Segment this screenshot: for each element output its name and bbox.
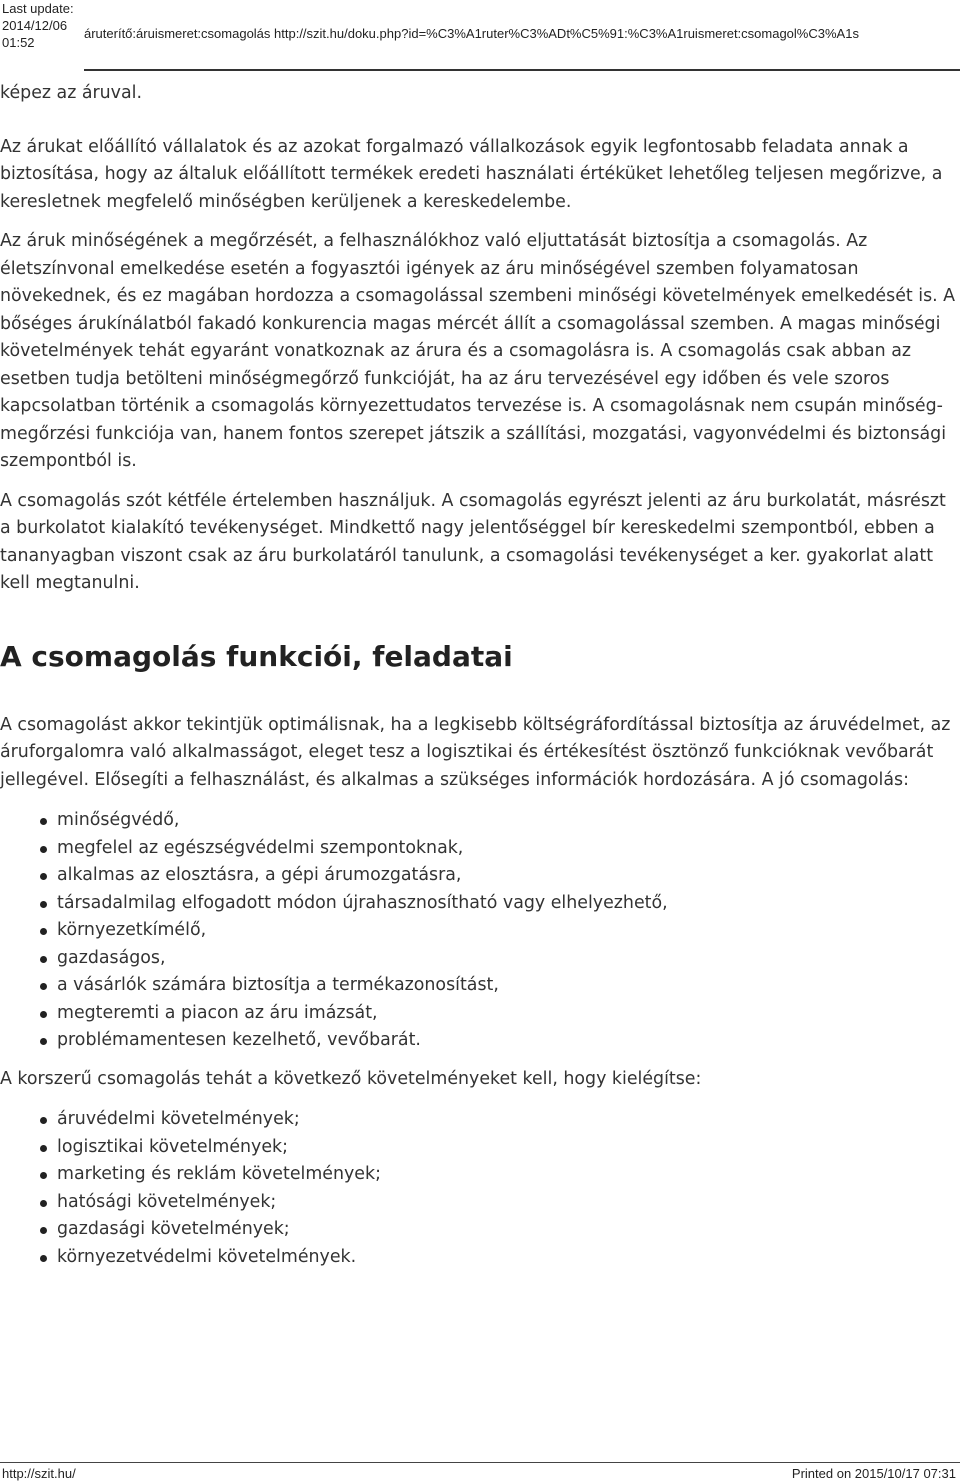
bullet-icon <box>40 1200 47 1207</box>
paragraph-optimal: A csomagolást akkor tekintjük optimálisnak, ha a legkisebb költségráfordítással biztosítja az áruvédelmet, az áruforgalomra való alkalmasságot, eleget tesz a logisztikai és értékesítést ösztönző funkcióknak vevőbarát jellegével. Elősegíti a felhasználást, és alkalmas a szükséges információk hordozására. A jó csomagolás: <box>0 714 951 790</box>
list-item <box>57 890 958 918</box>
bullet-icon <box>40 1255 47 1262</box>
list-item <box>57 1027 958 1055</box>
list-item-text: környezetkímélő, <box>57 920 207 940</box>
bullet-icon <box>40 1227 47 1234</box>
bullet-icon <box>40 1011 47 1018</box>
list-item-text: marketing és reklám követelmények; <box>57 1164 381 1184</box>
bullet-icon <box>40 901 47 908</box>
bullet-icon <box>40 1145 47 1152</box>
paragraph-intro: Az árukat előállító vállalatok és az azokat forgalmazó vállalkozások egyik legfontosabb feladata annak a biztosítása, hogy az általuk előállított termékek eredeti használati értéküket lehetőleg teljesen megőrizve, a keresletnek megfelelő minőségben kerüljenek a kereskedelembe. <box>0 136 943 212</box>
bullet-icon <box>40 956 47 963</box>
section-heading: A csomagolás funkciói, feladatai <box>0 639 513 673</box>
bullet-icon <box>40 818 47 825</box>
list-item-text: hatósági követelmények; <box>57 1191 277 1212</box>
list-item <box>57 972 958 1000</box>
list-item-text: társadalmilag elfogadott módon újrahasznosítható vagy elhelyezhető, <box>57 892 668 913</box>
bullet-icon <box>40 846 47 853</box>
footer-url: http://szit.hu/ <box>2 1466 76 1481</box>
list-item-text: gazdasági követelmények; <box>57 1219 290 1239</box>
list-item <box>57 1189 958 1217</box>
list-item-text: minőségvédő, <box>57 810 180 830</box>
bullet-icon <box>40 873 47 880</box>
bullet-icon <box>40 1172 47 1179</box>
list-item <box>57 862 958 890</box>
last-update-label: Last update: <box>2 1 74 16</box>
list-item <box>57 1161 958 1189</box>
list-item <box>57 835 958 863</box>
bullet-icon <box>40 983 47 990</box>
bullet-icon <box>40 1117 47 1124</box>
good-packaging-list <box>0 807 958 1055</box>
paragraph-requirements: A korszerű csomagolás tehát a következő követelményeket kell, hogy kielégítse: <box>0 1068 702 1089</box>
list-item <box>57 1134 958 1162</box>
list-item <box>57 1000 958 1028</box>
footer-divider <box>0 1462 960 1463</box>
list-item <box>57 1106 958 1134</box>
page-footer <box>0 1462 960 1483</box>
page-header <box>0 0 960 72</box>
list-item-text: gazdaságos, <box>57 947 166 968</box>
bullet-icon <box>40 1038 47 1045</box>
list-item <box>57 945 958 973</box>
paragraph-continuation: képez az áruval. <box>0 83 142 103</box>
header-divider <box>84 69 960 71</box>
last-update <box>2 0 82 51</box>
list-item-text: a vásárlók számára biztosítja a termékazonosítást, <box>57 975 499 995</box>
paragraph-meaning: A csomagolás szót kétféle értelemben használjuk. A csomagolás egyrészt jelenti az áru burkolatát, másrészt a burkolatot kialakító tevékenységet. Mindkettő nagy jelentőséggel bír kereskedelmi szempontból, ebben a tananyagban viszont csak az áru burkolatáról tanulunk, a csomagolási tevékenységet a ker. gyakorlat alatt kell megtanulni. <box>0 490 946 593</box>
list-item-text: problémamentesen kezelhető, vevőbarát. <box>57 1030 421 1050</box>
list-item-text: áruvédelmi követelmények; <box>57 1109 300 1129</box>
list-item <box>57 1244 958 1272</box>
list-item <box>57 1216 958 1244</box>
list-item-text: környezetvédelmi követelmények. <box>57 1246 357 1267</box>
paragraph-quality: Az áruk minőségének a megőrzését, a felhasználókhoz való eljuttatását biztosítja a csomagolás. Az életszínvonal emelkedése esetén a fogyasztói igények az áru minőségével szemben folyamatosan növekednek, és ez magában hordozza a csomagolással szembeni minőségi követelmények emelkedését is. A bőséges árukínálatból fakadó konkurencia magas mércét állít a csomagolással szemben. A magas minőségi követelmények tehát egyaránt vonatkoznak az árura és a csomagolásra is. A csomagolás csak abban az esetben tudja betölteni minőségmegőrző funkcióját, ha az áru tervezésével egy időben és vele szoros kapcsolatban történik a csomagolás környezettudatos tervezése is. A csomagolásnak nem csupán minőség-megőrzési funkciója van, hanem fontos szerepet játszik a szállítási, mozgatási, vagyonvédelmi és biztonsági szempontból is. <box>0 231 956 471</box>
list-item-text: alkalmas az elosztásra, a gépi árumozgatásra, <box>57 865 462 885</box>
list-item-text: megfelel az egészségvédelmi szempontoknak, <box>57 837 464 858</box>
requirements-list <box>0 1106 958 1271</box>
page-content <box>0 80 958 1282</box>
last-update-value: 2014/12/06 01:52 <box>2 18 68 50</box>
bullet-icon <box>40 928 47 935</box>
page-path: áruterítő:áruismeret:csomagolás http://szit.hu/doku.php?id=%C3%A1ruter%C3%ADt%C5%91:%C3%A1ruismeret:csomagol%C3%A1s <box>84 26 859 41</box>
list-item <box>57 917 958 945</box>
list-item <box>57 807 958 835</box>
list-item-text: megteremti a piacon az áru imázsát, <box>57 1002 378 1023</box>
footer-printed-date: Printed on 2015/10/17 07:31 <box>791 1466 956 1481</box>
list-item-text: logisztikai követelmények; <box>57 1136 288 1157</box>
